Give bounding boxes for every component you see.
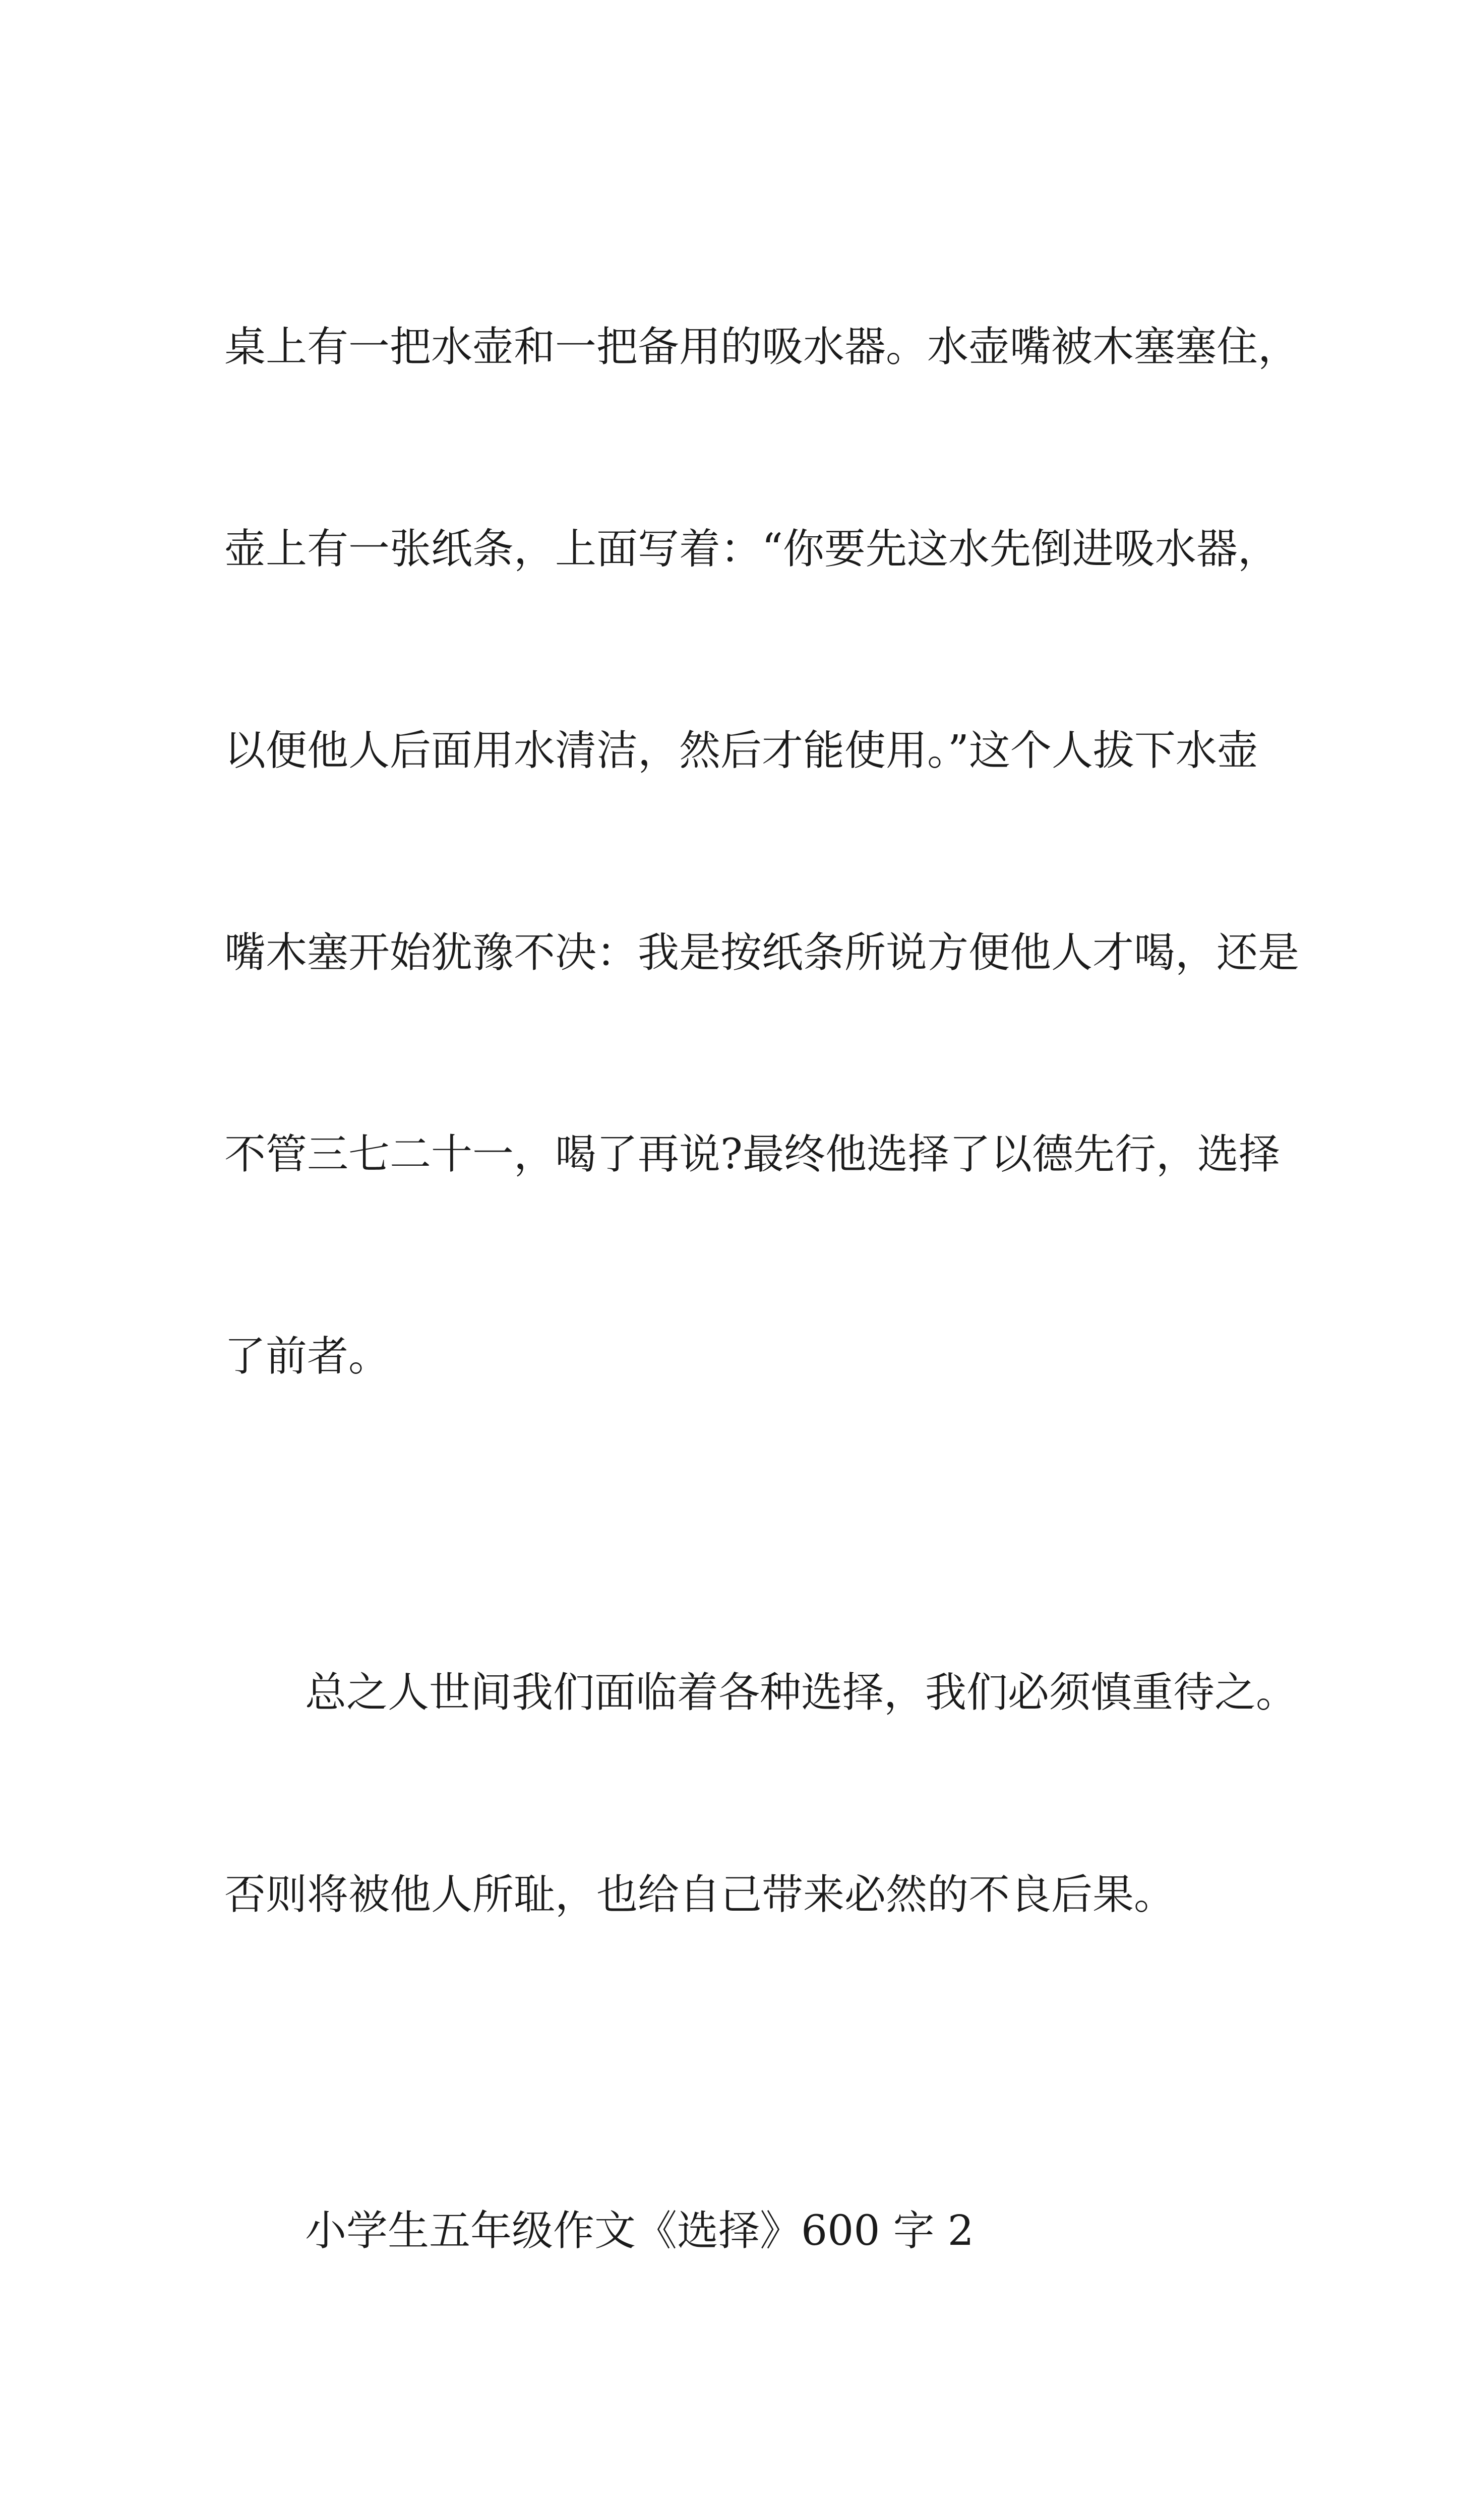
text-line: 壶上有一张纸条，上面写着：“你要先这水先倒进吸水器， [224,516,1253,583]
text-line: 以便他人后面用水清洁，然后才能使用。”这个人拔下水壶 [224,717,1253,785]
essay-title [224,2063,1253,2400]
paragraph [224,2400,1253,2520]
text-line: 了前者。 [224,1323,1253,1391]
text-line: 不管三七二十一，喝了再说?最终他选择了以德先行，选择 [224,1121,1253,1188]
text-line: 总之人世间我们面临着各种选择，我们必须慎重待之。 [224,1659,1253,1727]
document-body [224,179,1253,2520]
text-line: 否则将被他人所耻，也给自己带来必然的不良后果。 [224,1861,1253,1929]
paragraph [224,1525,1253,2063]
text-line: 嘴木塞开始犹豫不决：我是按纸条所说方便他人才喝，还是 [224,919,1253,987]
text-line: 桌上有一把水壶和一把备用的吸水器。水壶嘴被木塞塞住， [224,313,1253,381]
paragraph [224,179,1253,1525]
text-line: 小学生五年级作文《选择》600 字 2 [224,2197,1253,2265]
